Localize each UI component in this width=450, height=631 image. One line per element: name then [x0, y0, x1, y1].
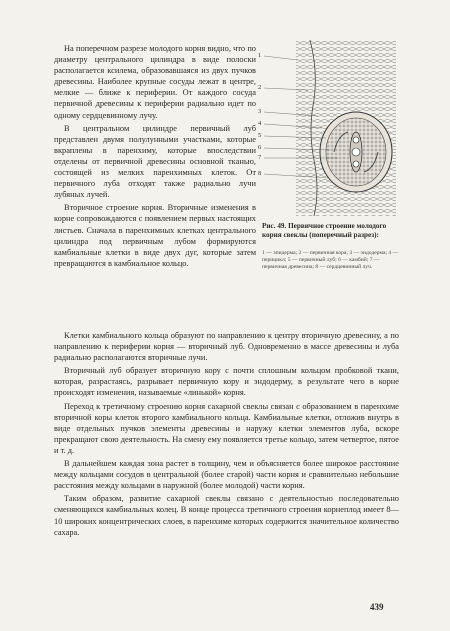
paragraph-tertiary-structure: Переход к третичному строению корня сахарной свеклы связан с образованием в паренхиме вторичной коры клеток второго камбиального кольца. Камбиальные клетки, отложив внутрь в виде отдельных пучков элементы древесины и наружу клетки элементов луба, вскоре прекращают свою деятельность. На смену ему появляется третье кольцо, затем четвертое, пятое и т. д.	[54, 401, 399, 455]
full-width-text	[54, 330, 399, 538]
paragraph-central-cylinder: В центральном цилиндре первичный луб представлен двумя полулунными участками, которые вкраплены в паренхиму, которые впоследствии отделены от первичной древесины основной тканью, состоящей из мелких паренхимных клеток. От первичного луба отходят также радиально лучи лубяных лучей.	[54, 123, 256, 200]
figure-legend: 1 — эпидерма; 2 — первичная кора; 3 — эндодерма; 4 — перицикл; 5 — первичный луб; 6 — камбий; 7 — первичная древесина; 8 — сердцевинный луч.	[262, 250, 399, 270]
figure-caption-title: Рис. 49. Первичное строение молодого корня свеклы (поперечный разрез):	[262, 222, 387, 239]
figure-label-5: 5	[258, 132, 262, 139]
figure-label-8: 8	[258, 170, 262, 177]
figure-caption	[262, 222, 400, 240]
root-cross-section-drawing	[258, 40, 398, 222]
paragraph-ring-growth: В дальнейшем каждая зона растет в толщину, чем и объясняется более широкое расстояние между кольцами сосудов в центральной (более старой) части корня и сравнительно небольшие расстояния между кольцами в наружной (более молодой) части корня.	[54, 459, 399, 491]
paragraph-primary-structure: На поперечном разрезе молодого корня видно, что по диаметру центрального цилиндра в виде полоски располагается ксилема, образовавшаяся из двух пучков древесины. Наиболее крупные сосуды лежат в центре, мелкие — ближе к периферии. От каждого сосуда первичной древесины к периферии радиально идет по одному сердцевинному лучу.	[54, 44, 256, 120]
paragraph-conclusion: Таким образом, развитие сахарной свеклы связано с деятельностью последовательно сменяющихся камбиальных колец. В конце процесса третичного строения корнеплод имеет 8—10 широких концентрических слоев, в паренхиме которых содержится значительное количество сахара.	[54, 494, 399, 537]
paragraph-secondary-structure: Вторичное строение корня. Вторичные изменения в корне сопровождаются с появлением первых настоящих листьев. Сначала в паренхимных клетках центрального цилиндра под первичным лубом формируются камбиальные клетки в виде двух дуг, которые затем превращаются в камбиальное кольцо.	[54, 203, 256, 268]
figure-label-6: 6	[258, 144, 262, 151]
root-cross-section-figure	[258, 40, 398, 222]
figure-label-7: 7	[258, 154, 262, 161]
page-number: 439	[370, 602, 384, 612]
figure-label-4: 4	[258, 120, 262, 127]
figure-label-2: 2	[258, 84, 262, 91]
figure-label-3: 3	[258, 108, 262, 115]
paragraph-cambium-ring: Клетки камбиального кольца образуют по направлению к центру вторичную древесину, а по направлению к периферии корня — вторичный луб. Одновременно в массе древесины и луба радиально располагаются вторичные лучи.	[54, 331, 399, 363]
figure-label-1: 1	[258, 52, 262, 59]
paragraph-secondary-phloem: Вторичный луб образует вторичную кору с почти сплошным кольцом пробковой ткани, которая, разрастаясь, разрывает первичную кору и эндодерму, в результате чего в корне происходят изменения, называемые «линькой» корня.	[54, 366, 399, 398]
left-column	[54, 43, 256, 269]
